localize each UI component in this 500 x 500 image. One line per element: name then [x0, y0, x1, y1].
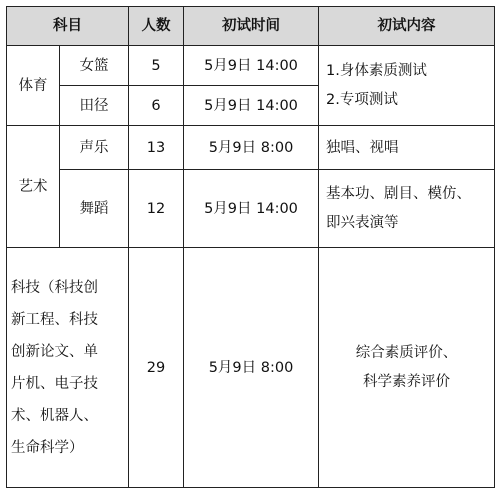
exam-content	[319, 170, 495, 248]
participant-count: 6	[129, 86, 184, 126]
header-content: 初试内容	[319, 7, 495, 46]
subject-line: 片机、电子技	[11, 375, 98, 392]
exam-time: 5月9日 14:00	[184, 86, 319, 126]
subject-line: 术、机器人、	[11, 407, 98, 424]
exam-time: 5月9日 8:00	[184, 126, 319, 170]
content-line: 科学素养评价	[363, 373, 450, 390]
event-name: 舞蹈	[60, 170, 129, 248]
table-row	[7, 126, 495, 170]
table-row	[7, 248, 495, 488]
category-arts: 艺术	[7, 126, 60, 248]
category-sports: 体育	[7, 46, 60, 126]
exam-time: 5月9日 8:00	[184, 248, 319, 488]
event-name: 声乐	[60, 126, 129, 170]
header-count: 人数	[129, 7, 184, 46]
subject-line: 科技（科技创	[11, 279, 98, 296]
header-time: 初试时间	[184, 7, 319, 46]
exam-schedule-table	[6, 6, 495, 488]
subject-line: 新工程、科技	[11, 311, 98, 328]
content-line: 独唱、视唱	[326, 139, 399, 156]
exam-content	[319, 126, 495, 170]
content-line: 综合素质评价、	[355, 344, 458, 361]
exam-content	[319, 248, 495, 488]
table-row	[7, 46, 495, 86]
header-row	[7, 7, 495, 46]
category-tech	[7, 248, 129, 488]
content-line: 即兴表演等	[326, 214, 399, 231]
event-name: 田径	[60, 86, 129, 126]
exam-time: 5月9日 14:00	[184, 170, 319, 248]
header-subject: 科目	[7, 7, 129, 46]
participant-count: 13	[129, 126, 184, 170]
participant-count: 5	[129, 46, 184, 86]
subject-line: 创新论文、单	[11, 343, 98, 360]
participant-count: 12	[129, 170, 184, 248]
exam-content	[319, 46, 495, 126]
content-line: 2.专项测试	[326, 91, 398, 108]
table-row	[7, 170, 495, 248]
event-name: 女篮	[60, 46, 129, 86]
subject-line: 生命科学）	[11, 439, 84, 456]
participant-count: 29	[129, 248, 184, 488]
exam-time: 5月9日 14:00	[184, 46, 319, 86]
content-line: 基本功、剧目、模仿、	[326, 185, 471, 202]
content-line: 1.身体素质测试	[326, 62, 427, 79]
